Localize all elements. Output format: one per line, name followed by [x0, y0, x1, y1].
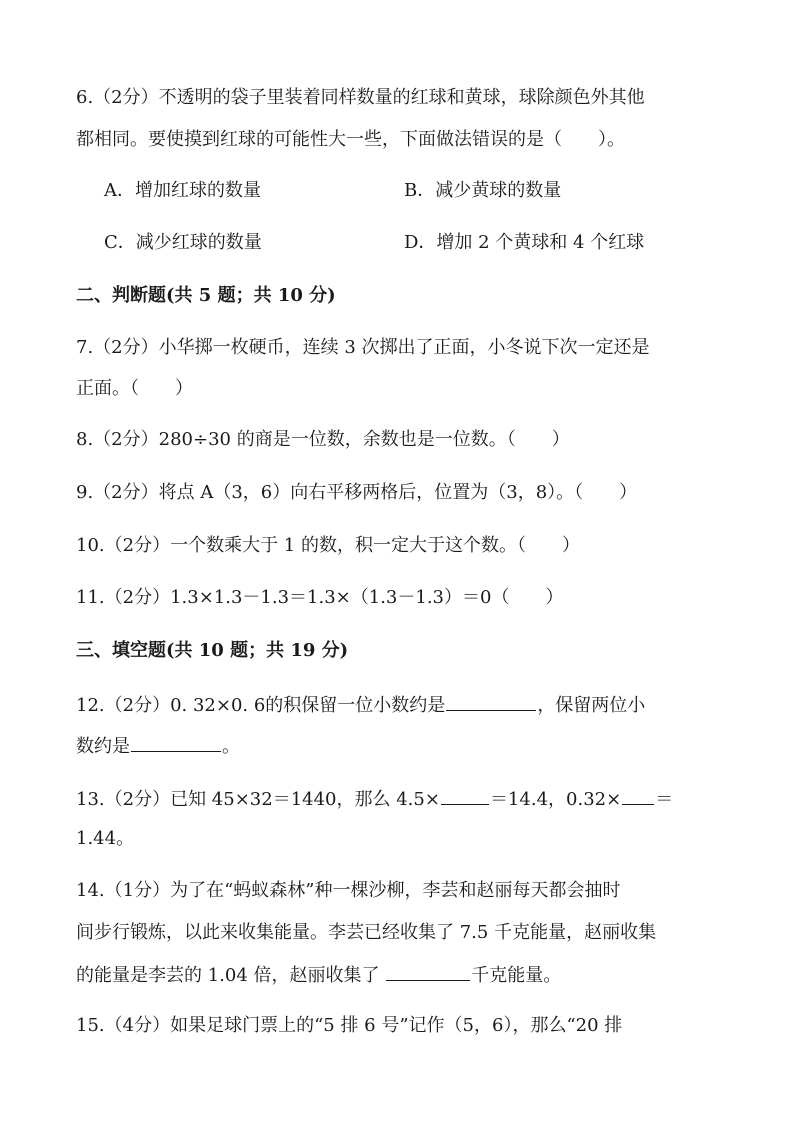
q7-line2: 正面。（ ） [76, 378, 193, 399]
q9-text: 9.（2分）将点 A（3，6）向右平移两格后，位置为（3，8）。（ ） [76, 482, 638, 503]
q15-line1: 15.（4分）如果足球门票上的“5 排 6 号”记作（5，6），那么“20 排 [76, 1015, 623, 1036]
q12-text-b: ，保留两位小 [537, 695, 646, 716]
q13-answer-blank-1[interactable] [441, 786, 489, 805]
q14-line1: 14.（1分）为了在“蚂蚁森林”种一棵沙柳，李芸和赵丽每天都会抽时 [76, 880, 621, 901]
q6-line2: 都相同。要使摸到红球的可能性大一些，下面做法错误的是（ ）。 [76, 129, 625, 150]
q13-line1 [76, 786, 673, 812]
q6-option-c: C．减少红球的数量 [104, 232, 262, 253]
q11-text: 11.（2分）1.3×1.3－1.3＝1.3×（1.3－1.3）＝0（ ） [76, 587, 564, 608]
q13-text-c: ＝ [655, 789, 674, 810]
q6-line1: 6.（2分）不透明的袋子里装着同样数量的红球和黄球，球除颜色外其他 [76, 87, 645, 108]
q13-text-a: 13.（2分）已知 45×32＝1440，那么 4.5× [76, 789, 440, 810]
q13-answer-blank-2[interactable] [622, 786, 654, 805]
q12-text-d: 。 [222, 736, 240, 757]
q12-answer-blank-1[interactable] [446, 692, 536, 711]
q14-line3 [76, 962, 561, 988]
q7-line1: 7.（2分）小华掷一枚硬币，连续 3 次掷出了正面，小冬说下次一定还是 [76, 337, 650, 358]
q6-option-a: A．增加红球的数量 [104, 180, 261, 201]
q6-option-b: B．减少黄球的数量 [404, 180, 562, 201]
q14-text-a: 的能量是李芸的 1.04 倍，赵丽收集了 [76, 965, 386, 986]
q12-text-a: 12.（2分）0. 32×0. 6的积保留一位小数约是 [76, 695, 446, 716]
section-heading-fill-blank: 三、填空题(共 10 题；共 19 分) [76, 640, 349, 661]
q14-answer-blank[interactable] [386, 962, 470, 981]
q8-text: 8.（2分）280÷30 的商是一位数，余数也是一位数。（ ） [76, 429, 570, 450]
q12-line1 [76, 692, 645, 718]
q12-text-c: 数约是 [76, 736, 130, 757]
q13-line2: 1.44。 [76, 828, 135, 849]
q14-line2: 间步行锻炼，以此来收集能量。李芸已经收集了 7.5 千克能量，赵丽收集 [76, 922, 657, 943]
section-heading-judgement: 二、判断题(共 5 题；共 10 分) [76, 285, 336, 306]
q6-option-d: D．增加 2 个黄球和 4 个红球 [404, 232, 645, 253]
q14-text-b: 千克能量。 [471, 965, 562, 986]
q10-text: 10.（2分）一个数乘大于 1 的数，积一定大于这个数。（ ） [76, 535, 580, 556]
q13-text-b: ＝14.4，0.32× [489, 789, 622, 810]
q12-line2 [76, 733, 240, 759]
q12-answer-blank-2[interactable] [131, 733, 221, 752]
